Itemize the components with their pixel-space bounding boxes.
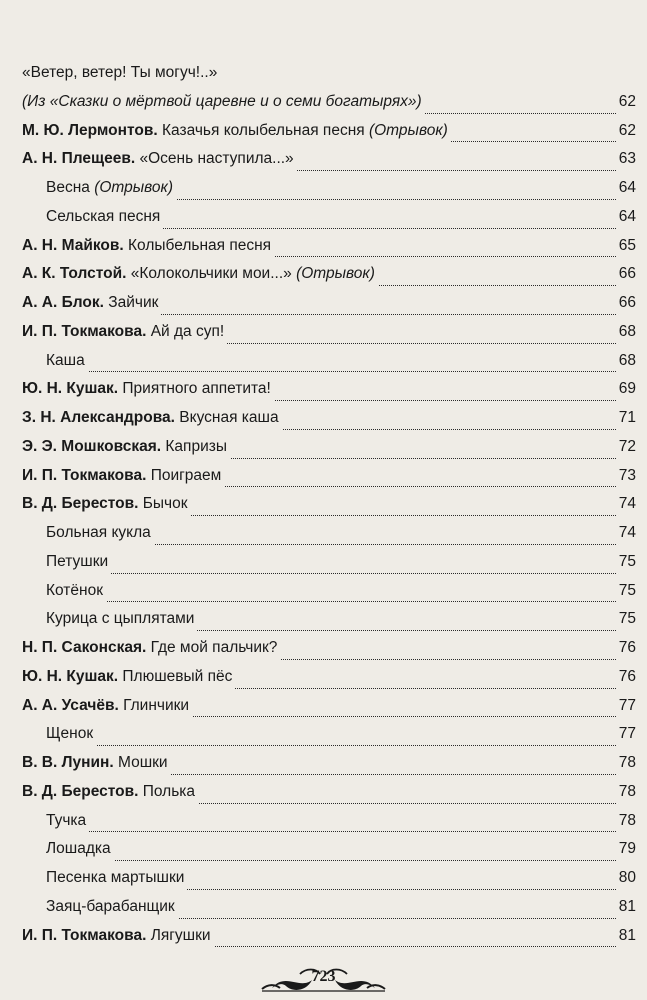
toc-title: Мошки: [117, 754, 168, 771]
toc-page-number: 81: [616, 893, 636, 922]
toc-entry: [46, 545, 636, 574]
toc-author: В. Д. Берестов.: [22, 495, 139, 513]
toc-page-number: 73: [616, 462, 636, 491]
page-number: 723: [311, 968, 336, 985]
toc-title: Капризы: [165, 437, 227, 455]
toc-entry-text: [22, 289, 161, 318]
toc-entry: [46, 574, 636, 603]
table-of-contents: [22, 56, 636, 947]
toc-entry-text: [22, 433, 230, 462]
toc-entry: [22, 660, 636, 689]
toc-entry-text: [46, 174, 176, 203]
toc-entry: [46, 344, 636, 373]
toc-entry-text: [22, 375, 274, 404]
toc-entry: [22, 114, 636, 143]
toc-entry-text: [22, 145, 297, 174]
toc-entry-text: [46, 807, 89, 836]
toc-title: Больная кукла: [46, 524, 151, 541]
toc-entry: [22, 56, 636, 85]
toc-entry-text: [46, 548, 111, 577]
toc-entry-text: [22, 490, 191, 519]
toc-entry: [22, 372, 636, 401]
toc-title: «Осень наступила...»: [139, 150, 294, 168]
toc-entry: [22, 315, 636, 344]
toc-entry-text: [22, 232, 274, 261]
toc-page-number: 76: [616, 663, 636, 692]
toc-title: Вкусная каша: [179, 409, 279, 426]
toc-author: Ю. Н. Кушак.: [22, 667, 119, 685]
toc-entry: [22, 459, 636, 488]
toc-entry-text: [22, 462, 224, 491]
toc-page-number: 68: [616, 318, 636, 347]
toc-title: Весна: [46, 179, 90, 196]
toc-entry: [46, 602, 636, 631]
toc-entry: [22, 746, 636, 775]
toc-page-number: 75: [616, 577, 636, 606]
toc-entry-text: [22, 59, 220, 88]
toc-entry: [22, 401, 636, 430]
toc-author: А. К. Толстой.: [22, 265, 127, 283]
toc-author: М. Ю. Лермонтов.: [22, 121, 158, 139]
toc-page-number: 79: [616, 835, 636, 864]
toc-entry: [46, 832, 636, 861]
toc-page-number: 78: [616, 778, 636, 807]
toc-title: Петушки: [46, 552, 109, 570]
toc-title: Песенка мартышки: [46, 869, 185, 886]
toc-entry-text: [22, 749, 171, 778]
toc-entry: [22, 689, 636, 718]
toc-author: Н. П. Саконская.: [22, 639, 147, 656]
toc-entry-text: [46, 577, 106, 606]
toc-entry: [22, 775, 636, 804]
toc-entry-text: [46, 519, 154, 548]
toc-page-number: 66: [616, 289, 636, 318]
toc-entry-text: [46, 864, 187, 893]
toc-author: А. А. Усачёв.: [22, 696, 119, 714]
toc-entry-text: [22, 634, 280, 663]
toc-title: Полька: [142, 782, 196, 800]
toc-entry: [46, 516, 636, 545]
toc-entry-text: [22, 88, 425, 117]
toc-page-number: 77: [616, 692, 636, 721]
toc-page-number: 74: [616, 490, 636, 519]
toc-title: Котёнок: [46, 581, 103, 599]
toc-page-number: 78: [616, 807, 636, 836]
page-footer: [0, 958, 647, 998]
toc-note: (Из «Сказки о мёртвой царевне и о семи богатырях»): [22, 92, 422, 110]
toc-page-number: 78: [616, 749, 636, 778]
toc-entry-text: [22, 692, 192, 721]
toc-page-number: 69: [616, 375, 636, 404]
toc-entry-text: [22, 404, 282, 433]
toc-page-number: 80: [616, 864, 636, 893]
toc-page-number: 64: [616, 174, 636, 203]
toc-author: З. Н. Александрова.: [22, 409, 175, 426]
toc-entry: [22, 631, 636, 660]
toc-page-number: 77: [616, 720, 636, 749]
toc-page-number: 75: [616, 548, 636, 577]
toc-entry: [46, 717, 636, 746]
toc-entry-text: [22, 922, 214, 951]
toc-title: Лошадка: [46, 840, 111, 858]
toc-title: «Ветер, ветер! Ты могуч!..»: [22, 64, 218, 81]
toc-title: Приятного аппетита!: [122, 380, 271, 398]
toc-entry-text: [46, 203, 163, 232]
toc-author: А. Н. Майков.: [22, 236, 124, 254]
toc-title: Зайчик: [108, 294, 159, 311]
toc-page-number: 63: [616, 145, 636, 174]
toc-entry: [46, 890, 636, 919]
toc-entry-text: [22, 663, 235, 692]
toc-page-number: 66: [616, 260, 636, 289]
toc-page-number: 72: [616, 433, 636, 462]
toc-entry-text: [46, 347, 88, 376]
toc-author: А. А. Блок.: [22, 294, 104, 311]
toc-entry-text: [22, 318, 227, 347]
toc-title: Сельская песня: [46, 207, 161, 225]
toc-page-number: 65: [616, 232, 636, 261]
toc-author: Ю. Н. Кушак.: [22, 380, 119, 398]
toc-page-number: 81: [616, 922, 636, 951]
toc-entry: [22, 919, 636, 948]
toc-page-number: 62: [616, 117, 636, 146]
toc-title: Казачья колыбельная песня: [161, 121, 365, 139]
toc-page-number: 68: [616, 347, 636, 376]
toc-title: Колыбельная песня: [128, 236, 272, 254]
toc-title: Поиграем: [150, 466, 222, 484]
toc-entry-text: [46, 893, 178, 922]
toc-page-number: 75: [616, 605, 636, 634]
toc-entry: [46, 804, 636, 833]
toc-author: И. П. Токмакова.: [22, 466, 147, 484]
toc-note: (Отрывок): [94, 179, 174, 196]
toc-page-number: 71: [616, 404, 636, 433]
toc-title: Каша: [46, 351, 85, 369]
toc-entry: [22, 142, 636, 171]
toc-note: (Отрывок): [368, 121, 448, 139]
toc-entry: [22, 229, 636, 258]
toc-entry-text: [46, 720, 96, 749]
toc-entry-text: [22, 778, 198, 807]
toc-entry: [22, 487, 636, 516]
toc-title: Ай да суп!: [150, 322, 225, 340]
toc-title: Плюшевый пёс: [122, 667, 233, 685]
toc-title: Щенок: [46, 725, 94, 743]
toc-title: Глинчики: [123, 696, 190, 714]
toc-title: «Колокольчики мои...»: [130, 265, 292, 283]
toc-author: И. П. Токмакова.: [22, 926, 147, 944]
toc-title: Где мой пальчик?: [150, 639, 278, 656]
toc-author: В. Д. Берестов.: [22, 782, 139, 800]
toc-entry: [22, 286, 636, 315]
toc-page-number: 64: [616, 203, 636, 232]
toc-page-number: 74: [616, 519, 636, 548]
toc-note: (Отрывок): [296, 265, 375, 283]
toc-entry: [46, 200, 636, 229]
toc-author: А. Н. Плещеев.: [22, 150, 136, 168]
toc-entry-text: [22, 117, 451, 146]
toc-entry: [22, 257, 636, 286]
toc-author: Э. Э. Мошковская.: [22, 437, 162, 455]
toc-page-number: 76: [616, 634, 636, 663]
toc-entry: [22, 85, 636, 114]
toc-page-number: 62: [616, 88, 636, 117]
toc-title: Курица с цыплятами: [46, 610, 195, 628]
toc-entry-text: [46, 835, 114, 864]
toc-title: Тучка: [46, 811, 87, 829]
toc-entry-text: [22, 260, 378, 289]
toc-entry: [22, 430, 636, 459]
toc-author: В. В. Лунин.: [22, 754, 114, 771]
toc-title: Лягушки: [150, 926, 211, 944]
toc-author: И. П. Токмакова.: [22, 322, 147, 340]
toc-entry: [46, 171, 636, 200]
toc-title: Заяц-барабанщик: [46, 897, 175, 915]
toc-title: Бычок: [142, 495, 188, 513]
toc-entry-text: [46, 605, 197, 634]
toc-entry: [46, 861, 636, 890]
